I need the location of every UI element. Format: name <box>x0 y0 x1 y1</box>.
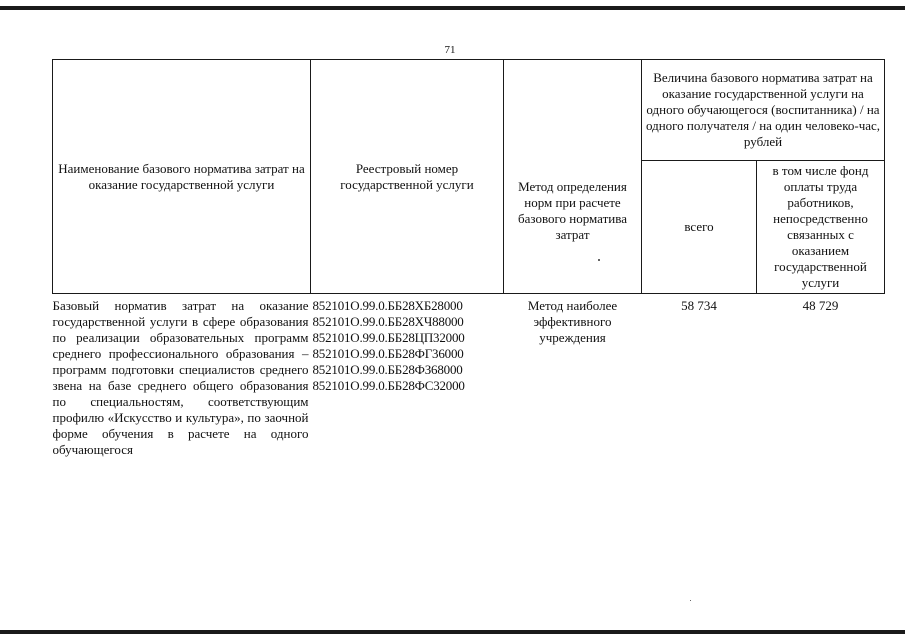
registry-number: 852101О.99.0.ББ28ХБ28000 <box>312 298 463 313</box>
scan-speck <box>690 600 691 601</box>
top-rule <box>0 6 905 10</box>
header-wage-fund: в том числе фонд оплаты труда работников, непосредственно связанных с оказанием государственной услуги <box>757 161 885 294</box>
header-service-name: Наименование базового норматива затрат на оказание государственной услуги <box>53 60 311 294</box>
total-value-cell: 58 734 <box>681 298 717 313</box>
registry-number: 852101О.99.0.ББ28ФГ36000 <box>312 346 464 361</box>
cost-norm-table <box>52 59 885 458</box>
registry-number: 852101О.99.0.ББ28ФЗ68000 <box>312 362 463 377</box>
header-total: всего <box>642 161 757 294</box>
bottom-rule <box>0 630 905 634</box>
registry-number-cell <box>311 294 504 459</box>
header-value-group: Величина базового норматива затрат на оказание государственной услуги на одного обучающегося (воспитанника) / на одного получателя / на один человеко-час, рублей <box>642 60 885 161</box>
scan-speck <box>598 259 600 261</box>
wage-fund-value-cell: 48 729 <box>802 298 839 313</box>
header-registry-number: Реестровый номер государственной услуги <box>311 60 504 294</box>
registry-number: 852101О.99.0.ББ28ФС32000 <box>312 378 465 393</box>
page-number: 71 <box>444 44 456 56</box>
registry-number: 852101О.99.0.ББ28ЦП32000 <box>312 330 465 345</box>
registry-number: 852101О.99.0.ББ28ХЧ88000 <box>312 314 464 329</box>
header-method: Метод определения норм при расчете базового норматива затрат <box>504 60 642 294</box>
table-row <box>53 294 885 459</box>
method-cell: Метод наиболее эффективного учреждения <box>527 298 618 345</box>
service-name-cell: Базовый норматив затрат на оказание государственной услуги в сфере образования по реализации образовательных программ среднего профессионального образования – программ подготовки специалистов среднего звена на базе среднего общего образования по специальностям, соответствующим профилю «Искусство и культура», по заочной форме обучения в расчете на одного обучающегося <box>52 298 309 457</box>
